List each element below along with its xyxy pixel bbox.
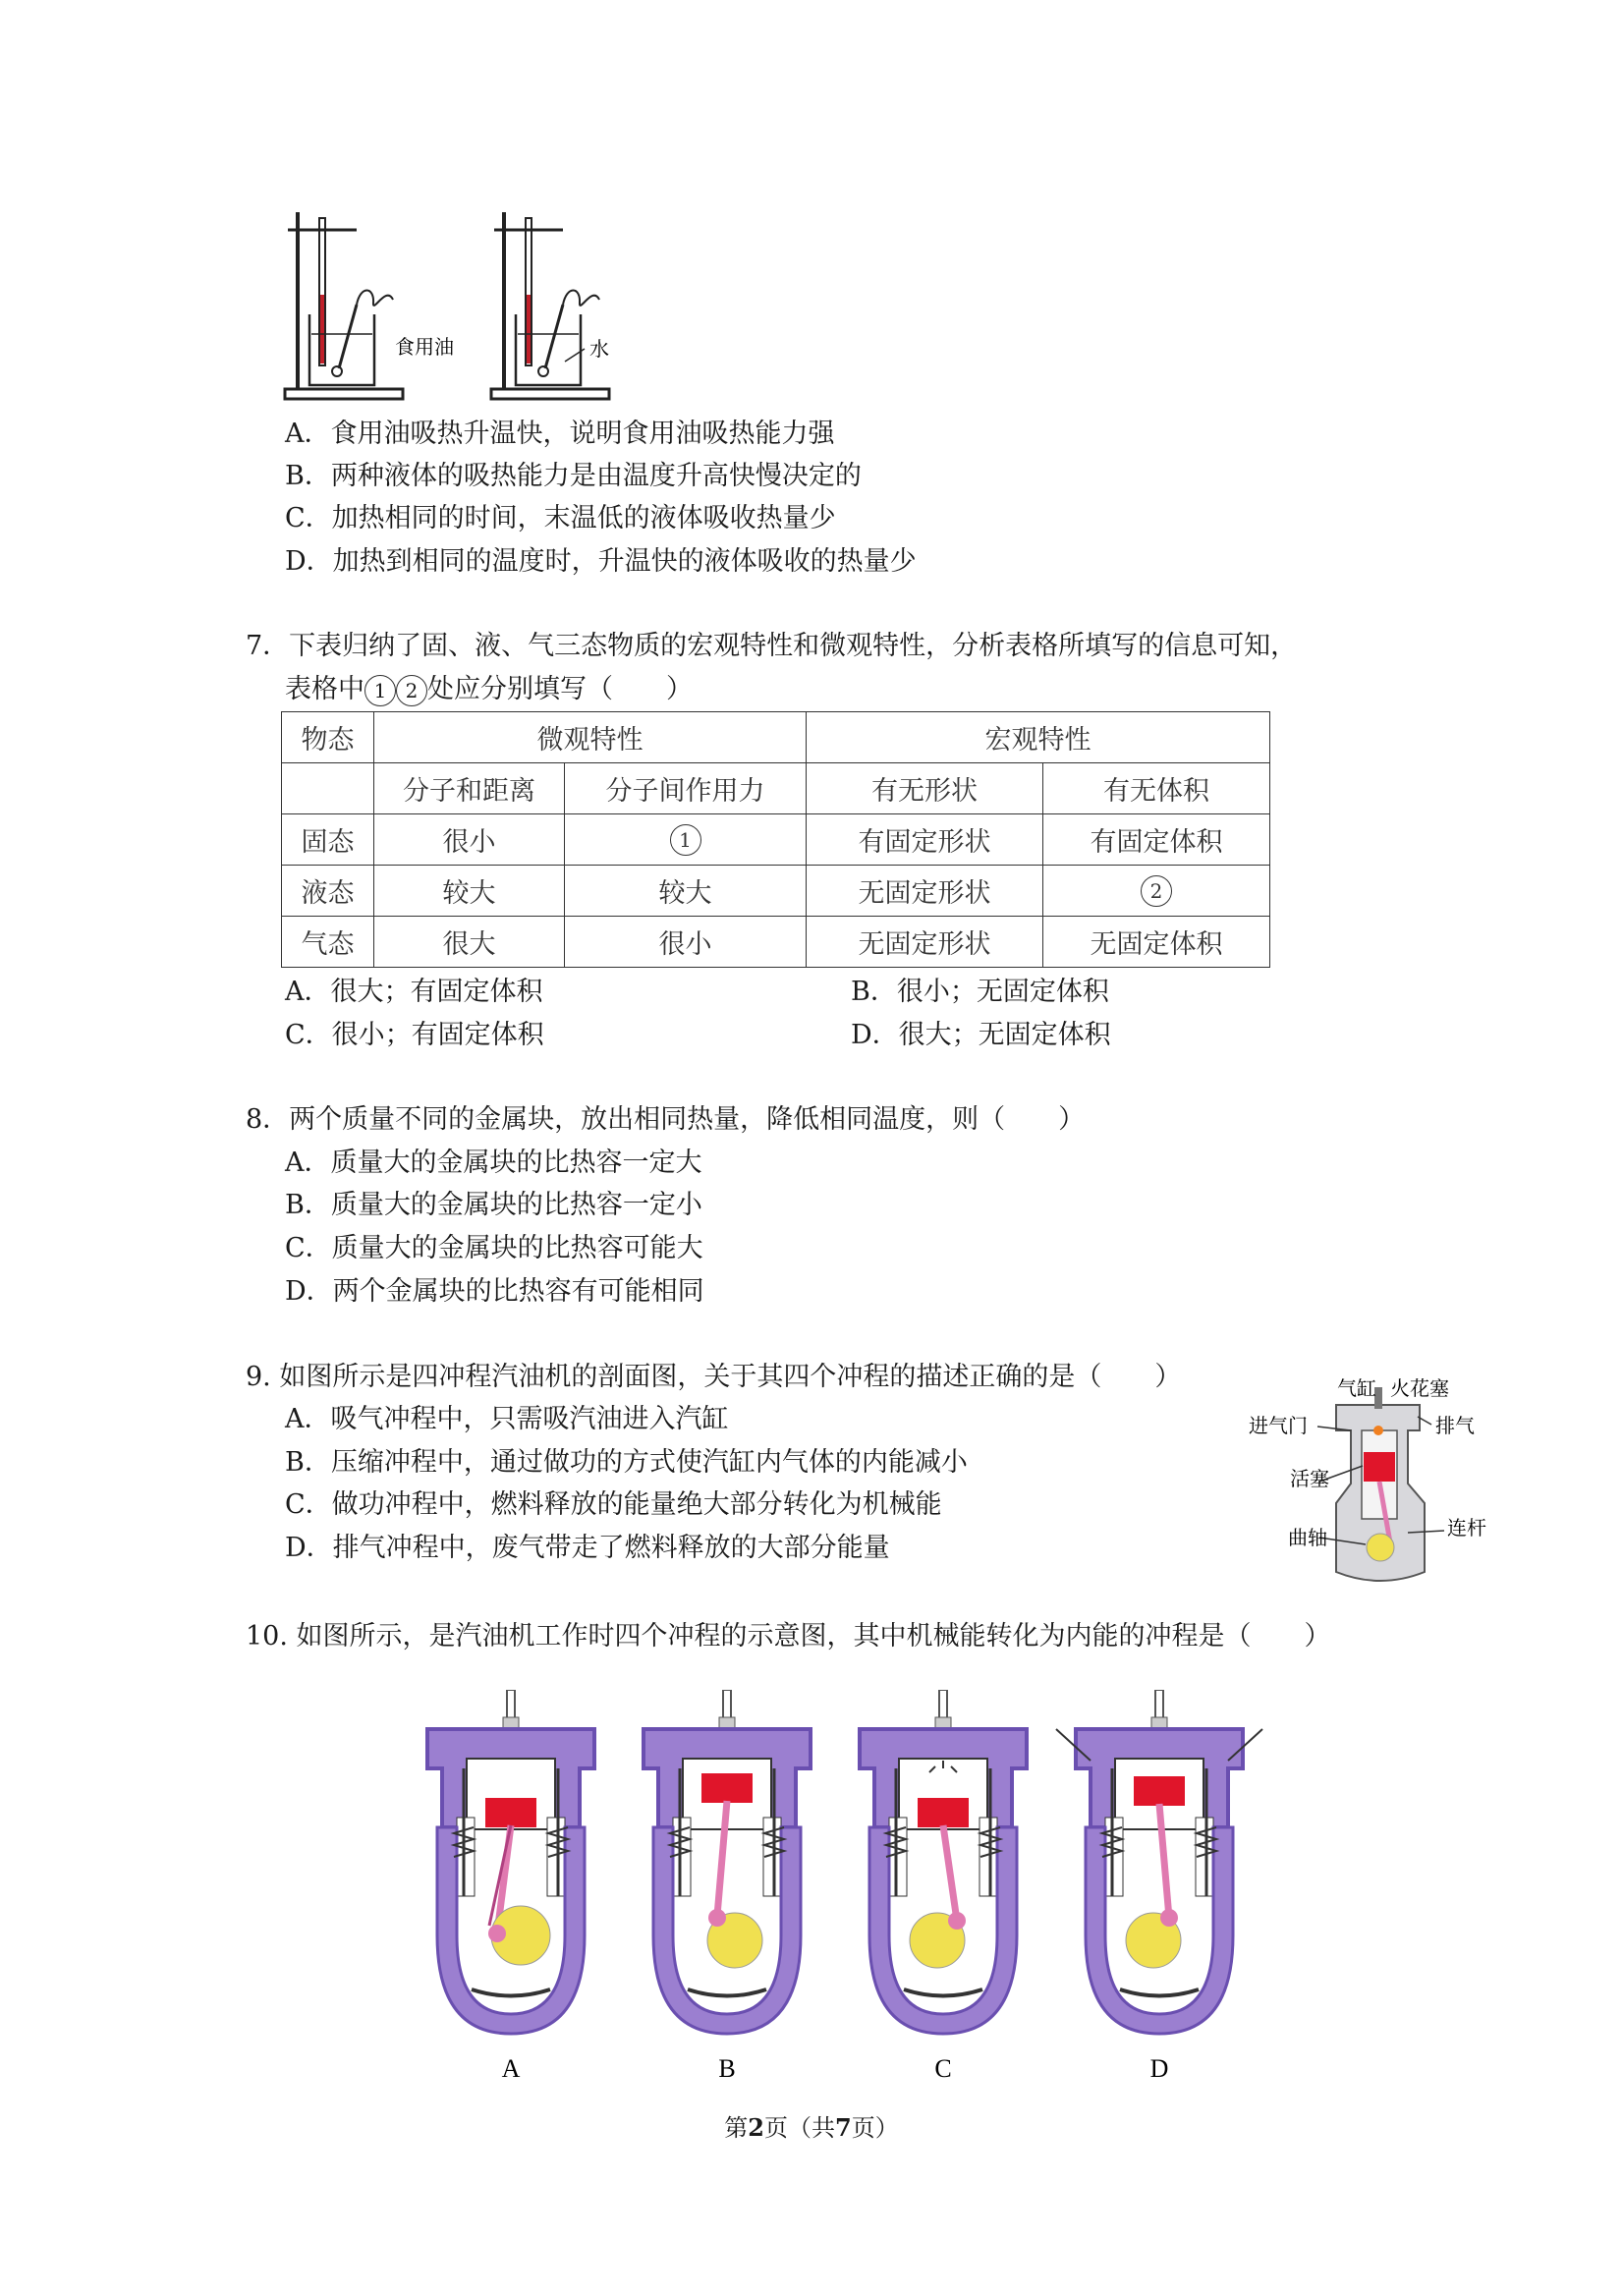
oil-beaker-setup bbox=[285, 212, 403, 399]
cell-distance: 很大 bbox=[374, 917, 565, 968]
q6-option-c: C．加热相同的时间，末温低的液体吸收热量少 bbox=[285, 503, 836, 533]
cell-shape: 有固定形状 bbox=[807, 814, 1043, 866]
stroke-label-c: C bbox=[934, 2054, 952, 2083]
q8-option-c: C．质量大的金属块的比热容可能大 bbox=[285, 1233, 703, 1263]
cell-distance: 较大 bbox=[374, 866, 565, 917]
q7-stem-line2 bbox=[285, 672, 693, 707]
label-cooking-oil: 食用油 bbox=[395, 335, 454, 359]
label-cylinder: 气缸 bbox=[1337, 1376, 1376, 1400]
cell-shape: 无固定形状 bbox=[807, 917, 1043, 968]
q10-stem: 10. 如图所示，是汽油机工作时四个冲程的示意图，其中机械能转化为内能的冲程是（ ） bbox=[246, 1621, 1331, 1652]
table-row bbox=[282, 917, 1270, 968]
q6-option-b: B．两种液体的吸热能力是由温度升高快慢决定的 bbox=[285, 461, 862, 491]
cell-state: 液态 bbox=[282, 866, 374, 917]
label-crankshaft: 曲轴 bbox=[1288, 1526, 1327, 1549]
cell-force: 较大 bbox=[565, 866, 807, 917]
label-spark-plug: 火花塞 bbox=[1390, 1376, 1449, 1400]
blank-marker-2: 2 bbox=[1141, 875, 1172, 907]
cell-volume bbox=[1043, 866, 1270, 917]
label-connecting-rod: 连杆 bbox=[1447, 1516, 1486, 1540]
label-intake-valve: 进气门 bbox=[1249, 1414, 1308, 1437]
header-blank bbox=[282, 763, 374, 814]
circled-mark-1: 1 bbox=[364, 675, 396, 706]
table-row bbox=[282, 866, 1270, 917]
cell-state: 固态 bbox=[282, 814, 374, 866]
q7-option-b: B．很小；无固定体积 bbox=[851, 977, 1109, 1007]
engine-stroke-c bbox=[860, 1690, 1027, 2034]
subheader-force: 分子间作用力 bbox=[565, 763, 807, 814]
stroke-label-d: D bbox=[1149, 2054, 1169, 2083]
footer-total-pages: 7 bbox=[835, 2113, 852, 2142]
cell-distance: 很小 bbox=[374, 814, 565, 866]
circled-mark-2: 2 bbox=[396, 675, 427, 706]
cell-volume: 无固定体积 bbox=[1043, 917, 1270, 968]
header-state: 物态 bbox=[282, 712, 374, 763]
cell-force: 很小 bbox=[565, 917, 807, 968]
q10-four-strokes-figure bbox=[413, 1690, 1297, 2102]
q8-option-d: D．两个金属块的比热容有可能相同 bbox=[285, 1276, 704, 1307]
q9-option-b: B．压缩冲程中，通过做功的方式使汽缸内气体的内能减小 bbox=[285, 1447, 968, 1478]
header-micro: 微观特性 bbox=[374, 712, 807, 763]
q6-option-a: A．食用油吸热升温快，说明食用油吸热能力强 bbox=[285, 419, 835, 449]
label-exhaust: 排气 bbox=[1435, 1414, 1475, 1437]
subheader-volume: 有无体积 bbox=[1043, 763, 1270, 814]
cell-volume: 有固定体积 bbox=[1043, 814, 1270, 866]
subheader-shape: 有无形状 bbox=[807, 763, 1043, 814]
header-macro: 宏观特性 bbox=[807, 712, 1270, 763]
cell-state: 气态 bbox=[282, 917, 374, 968]
q7-option-c: C．很小；有固定体积 bbox=[285, 1020, 544, 1050]
footer-prefix: 第 bbox=[724, 2114, 749, 2142]
engine-stroke-b bbox=[644, 1690, 811, 2034]
q9-option-c: C．做功冲程中，燃料释放的能量绝大部分转化为机械能 bbox=[285, 1489, 942, 1520]
q6-option-d: D．加热到相同的温度时，升温快的液体吸收的热量少 bbox=[285, 546, 917, 577]
q6-apparatus-figure bbox=[280, 206, 663, 408]
blank-marker-1: 1 bbox=[670, 824, 701, 856]
footer-page-number: 2 bbox=[748, 2113, 764, 2142]
q8-stem: 8．两个质量不同的金属块，放出相同热量，降低相同温度，则（ ） bbox=[246, 1104, 1086, 1135]
water-beaker-setup bbox=[491, 212, 609, 399]
q9-option-a: A．吸气冲程中，只需吸汽油进入汽缸 bbox=[285, 1404, 729, 1434]
engine-stroke-a bbox=[427, 1690, 594, 2034]
q7-option-d: D．很大；无固定体积 bbox=[851, 1020, 1111, 1050]
q8-option-b: B．质量大的金属块的比热容一定小 bbox=[285, 1190, 702, 1220]
cell-shape: 无固定形状 bbox=[807, 866, 1043, 917]
q9-stem: 9. 如图所示是四冲程汽油机的剖面图，关于其四个冲程的描述正确的是（ ） bbox=[246, 1362, 1182, 1392]
stroke-label-a: A bbox=[501, 2054, 521, 2083]
footer-suffix: 页） bbox=[851, 2114, 899, 2142]
q7-stem-suffix: 处应分别填写（ ） bbox=[427, 674, 693, 704]
engine-stroke-d bbox=[1056, 1690, 1262, 2034]
cell-force bbox=[565, 814, 807, 866]
q9-option-d: D．排气冲程中，废气带走了燃料释放的大部分能量 bbox=[285, 1533, 890, 1563]
table-row bbox=[282, 814, 1270, 866]
label-piston: 活塞 bbox=[1290, 1467, 1329, 1490]
label-water: 水 bbox=[589, 337, 609, 361]
q7-option-a: A．很大；有固定体积 bbox=[285, 977, 543, 1007]
q9-engine-section-figure bbox=[1243, 1366, 1528, 1592]
q8-option-a: A．质量大的金属块的比热容一定大 bbox=[285, 1148, 702, 1178]
states-table bbox=[281, 711, 1270, 968]
stroke-label-b: B bbox=[718, 2054, 736, 2083]
q7-stem-line1: 7．下表归纳了固、液、气三态物质的宏观特性和微观特性，分析表格所填写的信息可知， bbox=[246, 631, 1298, 661]
page-footer bbox=[0, 2108, 1623, 2143]
footer-mid: 页（共 bbox=[764, 2114, 835, 2142]
subheader-distance: 分子和距离 bbox=[374, 763, 565, 814]
q7-stem-prefix: 表格中 bbox=[285, 674, 364, 704]
